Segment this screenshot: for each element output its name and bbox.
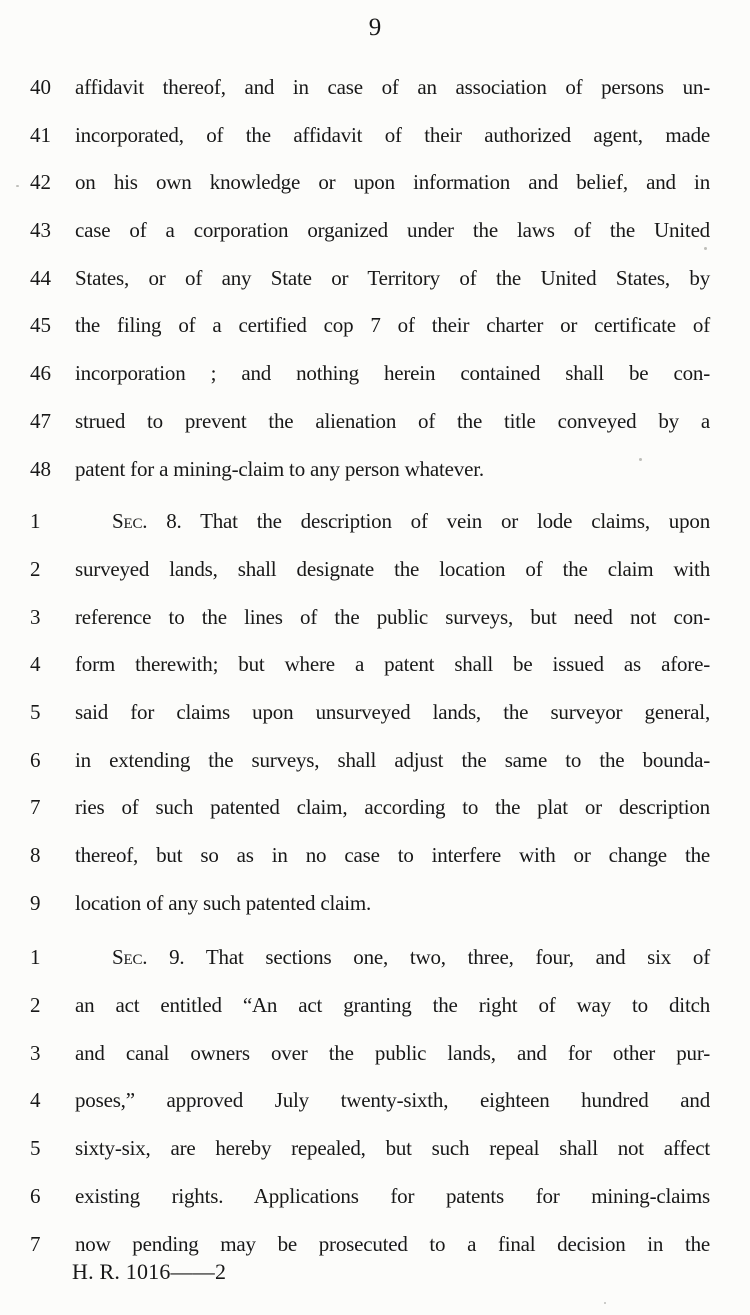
document-line (0, 457, 750, 505)
section-9 (0, 945, 750, 1279)
document-line (0, 993, 750, 1041)
line-number: 48 (30, 456, 51, 481)
line-number: 2 (30, 556, 41, 581)
line-text: strued to prevent the alienation of the title conveyed by a (75, 408, 710, 433)
document-line (0, 409, 750, 457)
document-line (0, 170, 750, 218)
line-text: incorporation ; and nothing herein contained shall be con- (75, 361, 710, 386)
document-blocks (0, 75, 750, 1279)
line-text: affidavit thereof, and in case of an association of persons un- (75, 75, 710, 99)
document-line (0, 361, 750, 409)
line-text: thereof, but so as in no case to interfere with or change the (75, 843, 710, 867)
line-text: poses,” approved July twenty-sixth, eighteen hundred and (75, 1088, 710, 1113)
line-text: and canal owners over the public lands, and for other pur- (75, 1040, 710, 1065)
line-text: form therewith; but where a patent shall be issued as afore- (75, 652, 710, 677)
document-line (0, 313, 750, 361)
line-number: 9 (30, 890, 41, 915)
bill-footer-designation: H. R. 1016——2 (72, 1259, 227, 1285)
line-number: 1 (30, 509, 41, 534)
document-line (0, 795, 750, 843)
section-label: Sec. 8. (112, 509, 182, 534)
document-line (0, 891, 750, 939)
line-text: said for claims upon unsurveyed lands, the surveyor general, (75, 699, 710, 724)
line-text: location of any such patented claim. (75, 890, 372, 915)
document-line (0, 266, 750, 314)
line-text: ries of such patented claim, according to the plat or description (75, 795, 710, 820)
line-text: surveyed lands, shall designate the location of the claim with (75, 556, 710, 581)
paragraph-lines-40-48 (0, 75, 750, 504)
line-number: 7 (30, 1231, 41, 1256)
scan-speckle (704, 247, 707, 250)
document-line (0, 1088, 750, 1136)
document-line (0, 1184, 750, 1232)
document-line (0, 945, 750, 993)
document-line (0, 509, 750, 557)
line-text: Sec. 9. That sections one, two, three, four, and six of (112, 945, 710, 970)
line-number: 7 (30, 795, 41, 820)
line-text: on his own knowledge or upon information and belief, and in (75, 170, 710, 195)
line-number: 5 (30, 1136, 41, 1161)
document-body (0, 75, 750, 1285)
document-line (0, 123, 750, 171)
line-text: an act entitled “An act granting the right of way to ditch (75, 993, 710, 1018)
line-text: case of a corporation organized under the laws of the United (75, 218, 710, 243)
line-number: 44 (30, 265, 51, 290)
line-number: 6 (30, 747, 41, 772)
document-line (0, 557, 750, 605)
document-line (0, 1041, 750, 1089)
line-number: 41 (30, 122, 51, 147)
line-number: 47 (30, 408, 51, 433)
document-line (0, 218, 750, 266)
line-number: 43 (30, 218, 51, 243)
line-text: in extending the surveys, shall adjust the same to the bounda- (75, 747, 710, 772)
document-line (0, 75, 750, 123)
line-text: existing rights. Applications for patents for mining-claims (75, 1183, 710, 1208)
scan-speckle (604, 1302, 606, 1304)
line-number: 8 (30, 843, 41, 867)
line-number: 46 (30, 361, 51, 386)
scan-speckle (16, 185, 19, 187)
section-label: Sec. 9. (112, 945, 185, 970)
page-number: 9 (368, 14, 382, 41)
line-number: 5 (30, 699, 41, 724)
document-line (0, 843, 750, 891)
line-text: reference to the lines of the public surveys, but need not con- (75, 604, 710, 629)
line-number: 3 (30, 604, 41, 629)
line-text: States, or of any State or Territory of the United States, by (75, 265, 710, 290)
scan-speckle (639, 458, 642, 461)
document-line (0, 652, 750, 700)
document-line (0, 1136, 750, 1184)
line-number: 4 (30, 1088, 41, 1113)
line-number: 3 (30, 1040, 41, 1065)
line-text: incorporated, of the affidavit of their authorized agent, made (75, 122, 710, 147)
document-line (0, 748, 750, 796)
section-8 (0, 509, 750, 938)
line-text: Sec. 8. That the description of vein or lode claims, upon (112, 509, 710, 534)
line-number: 1 (30, 945, 41, 970)
line-text: now pending may be prosecuted to a final decision in the (75, 1231, 710, 1256)
line-text: the filing of a certified cop 7 of their charter or certificate of (75, 313, 710, 338)
line-number: 2 (30, 993, 41, 1018)
line-number: 40 (30, 75, 51, 99)
document-line (0, 605, 750, 653)
line-number: 42 (30, 170, 51, 195)
line-text: sixty-six, are hereby repealed, but such repeal shall not affect (75, 1136, 710, 1161)
line-text: patent for a mining-claim to any person whatever. (75, 456, 484, 481)
line-number: 4 (30, 652, 41, 677)
document-line (0, 700, 750, 748)
line-number: 45 (30, 313, 51, 338)
line-number: 6 (30, 1183, 41, 1208)
